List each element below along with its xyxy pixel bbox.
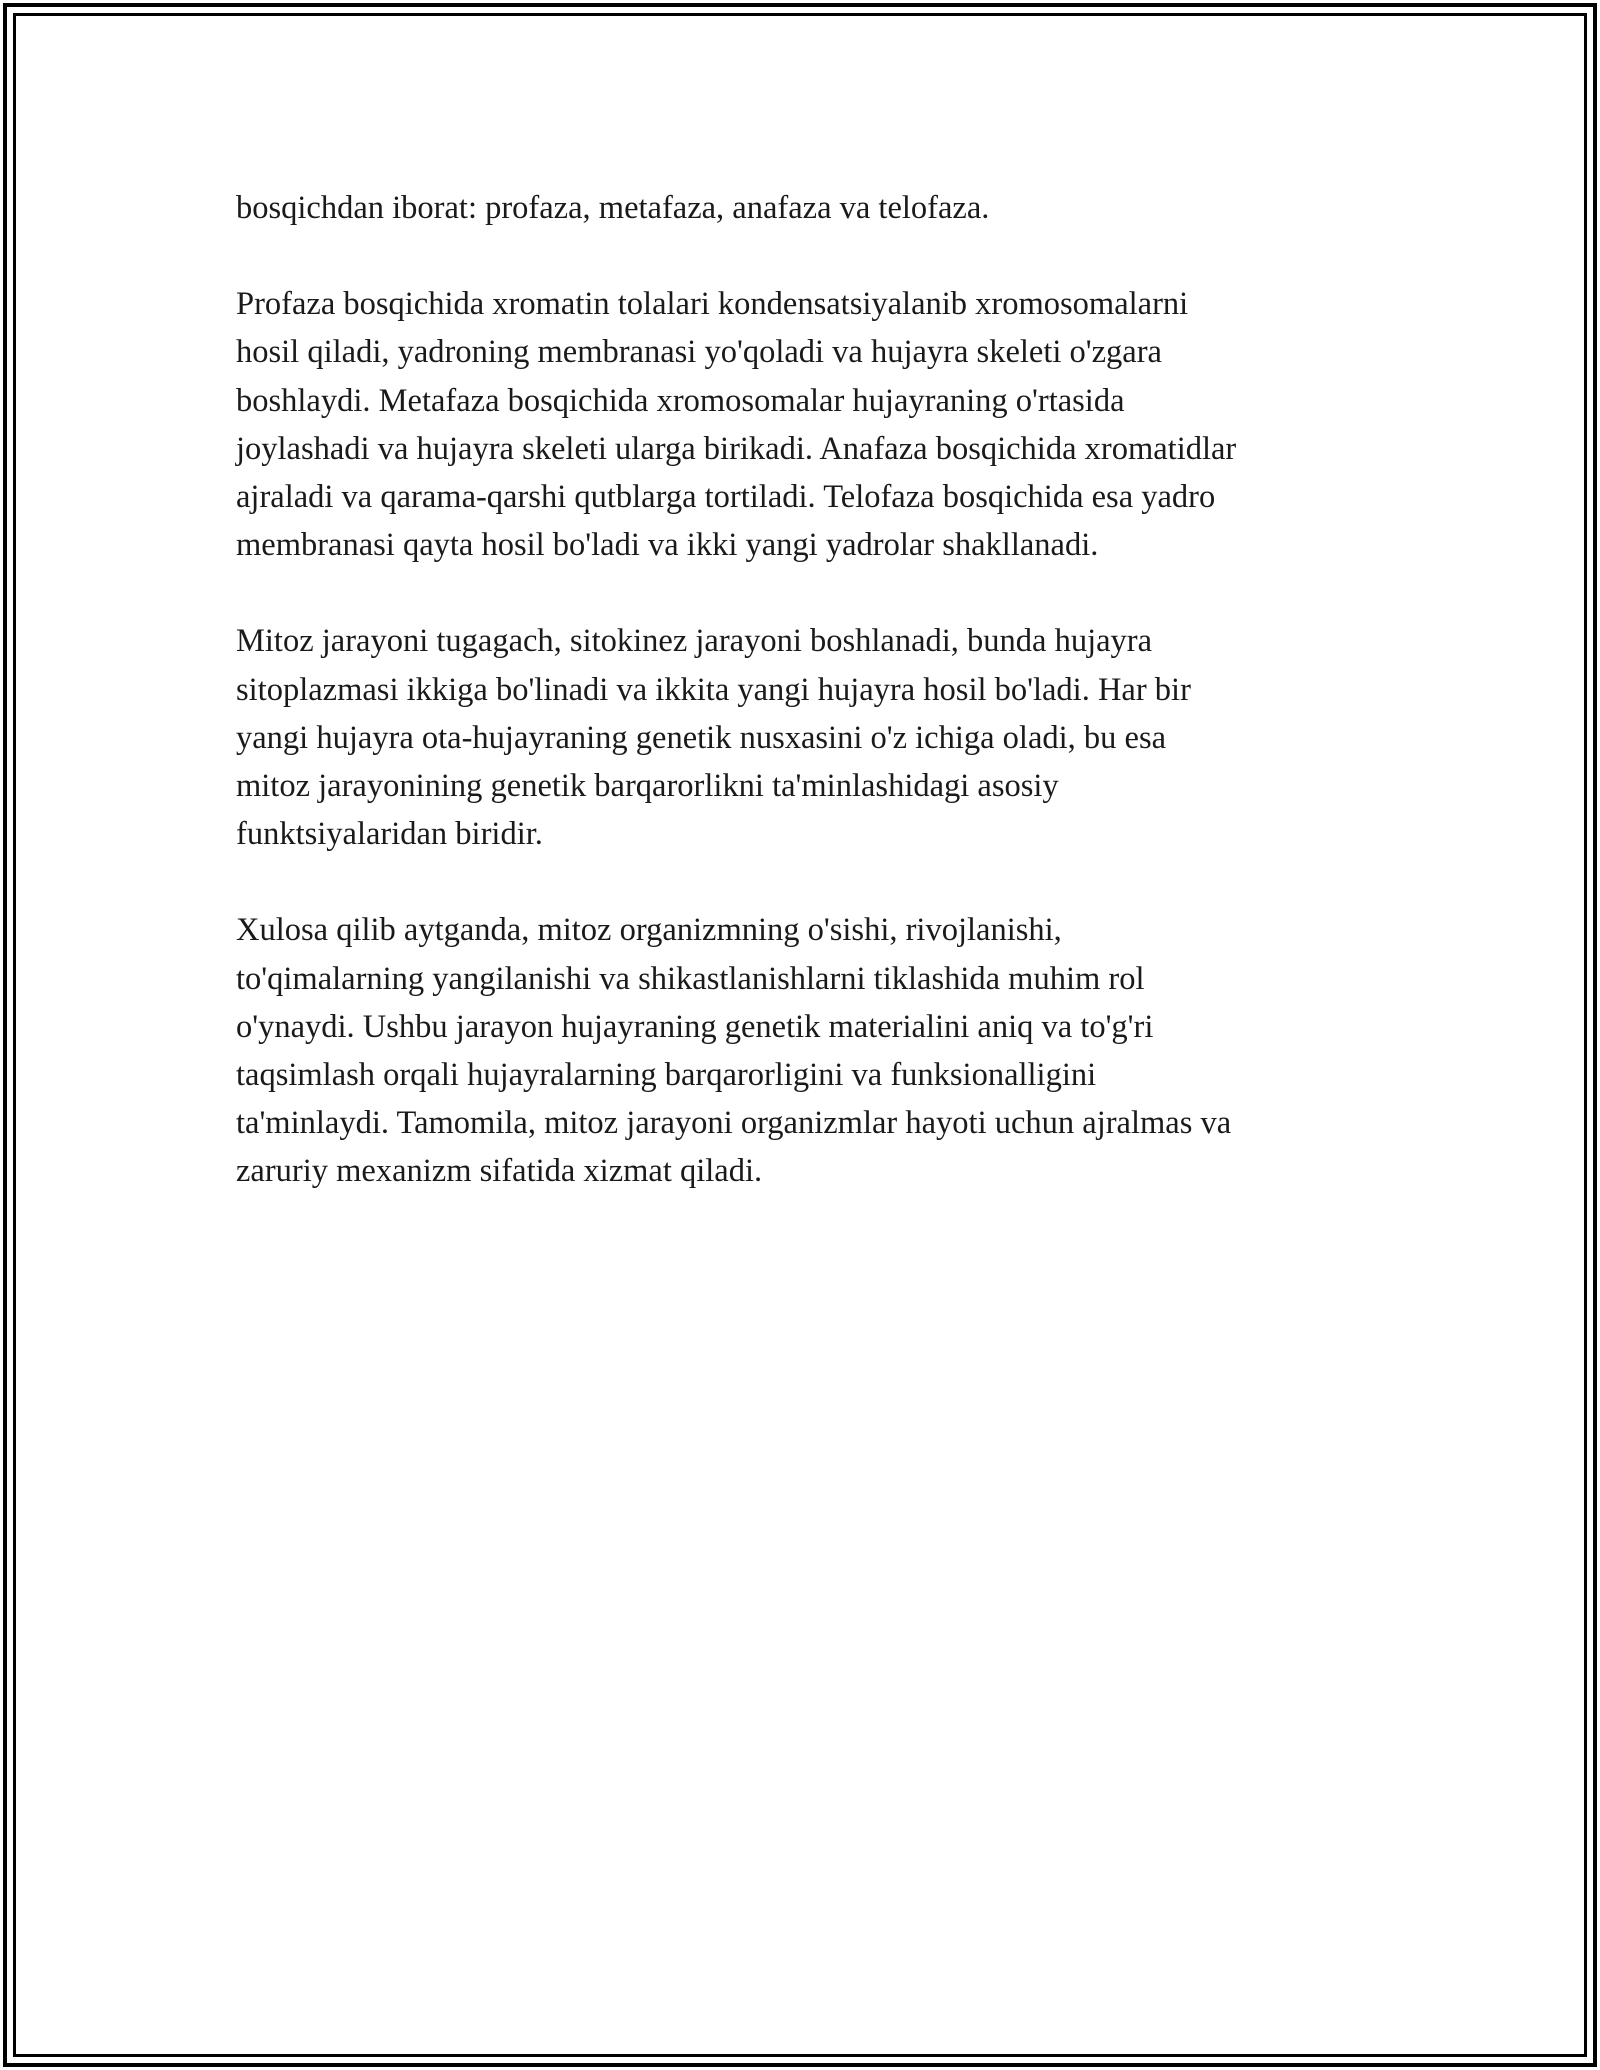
- paragraph-4: Xulosa qilib aytganda, mitoz organizmning o'sishi, rivojlanishi, to'qimalarning yangilanishi va shikastlanishlarni tiklashida muhim rol o'ynaydi. Ushbu jarayon hujayraning genetik materialini aniq va to'g'ri taqsimlash orqali hujayralarning barqarorligini va funksionalligini ta'minlaydi. Tamomila, mitoz jarayoni organizmlar hayoti uchun ajralmas va zaruriy mexanizm sifatida xizmat qiladi.: [236, 912, 1232, 1190]
- document-body: [236, 184, 1376, 1196]
- paragraph-2: Profaza bosqichida xromatin tolalari kondensatsiyalanib xromosomalarni hosil qiladi, yadroning membranasi yo'qoladi va hujayra skeleti o'zgara boshlaydi. Metafaza bosqichida xromosomalar hujayraning o'rtasida joylashadi va hujayra skeleti ularga birikadi. Anafaza bosqichida xromatidlar ajraladi va qarama-qarshi qutblarga tortiladi. Telofaza bosqichida esa yadro membranasi qayta hosil bo'ladi va ikki yangi yadrolar shakllanadi.: [236, 286, 1237, 564]
- paragraph-1: bosqichdan iborat: profaza, metafaza, anafaza va telofaza.: [236, 190, 990, 226]
- paragraph-3: Mitoz jarayoni tugagach, sitokinez jarayoni boshlanadi, bunda hujayra sitoplazmasi ikkiga bo'linadi va ikkita yangi hujayra hosil bo'ladi. Har bir yangi hujayra ota-hujayraning genetik nusxasini o'z ichiga oladi, bu esa mitoz jarayonining genetik barqarorlikni ta'minlashidagi asosiy funktsiyalaridan biridir.: [236, 623, 1191, 853]
